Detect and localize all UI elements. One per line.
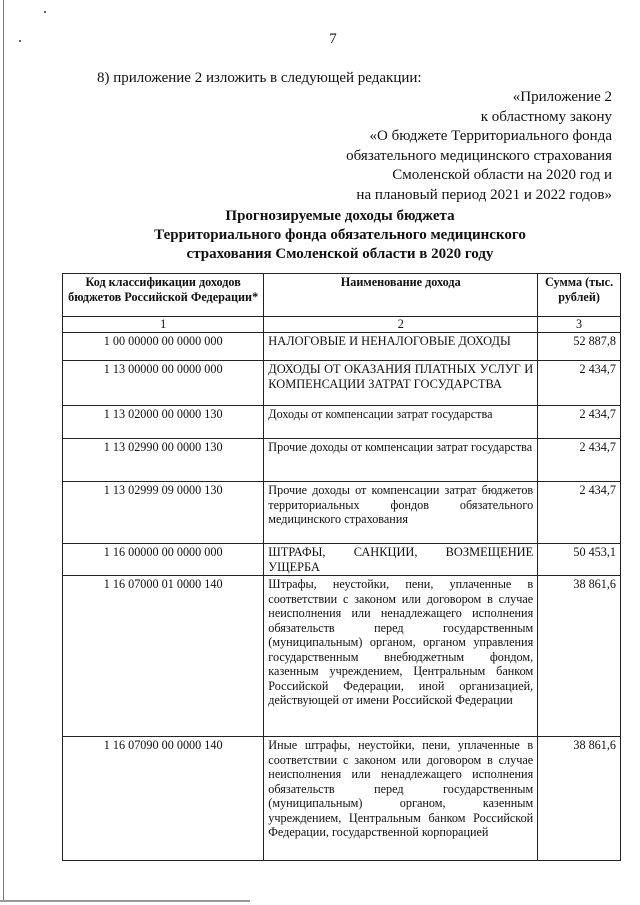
table-row — [63, 482, 621, 544]
row-code: 1 13 02000 00 0000 130 — [63, 406, 264, 439]
scan-edge-bottom — [0, 900, 250, 902]
appendix-line: на плановый период 2021 и 2022 годов» — [356, 186, 612, 203]
row-amount: 38 861,6 — [538, 737, 621, 861]
row-name: Штрафы, неустойки, пени, уплаченные в соответствии с законом или договором в случае неисполнения или ненадлежащего исполнения обязательств перед государственным (муниципальным) органом, органом управления государственным внебюджетным фондом, казенным учреждением, Центральным банком Российской Федерации, иной организацией, действующей от имени Российской Федерации — [264, 576, 538, 737]
intro-text: 8) приложение 2 изложить в следующей редакции: — [97, 70, 422, 86]
appendix-line: «О бюджете Территориального фонда — [369, 128, 612, 145]
row-name: Иные штрафы, неустойки, пени, уплаченные в соответствии с законом или договором в случае неисполнения или ненадлежащего исполнения обязательств перед государственным (муниципальным) органом, казенным учреждением, Центральным банком Российской Федерации, государственной корпорацией — [264, 737, 538, 861]
row-amount: 2 434,7 — [538, 482, 621, 544]
column-number-row — [63, 317, 621, 333]
title-line: страхования Смоленской области в 2020 году — [186, 246, 494, 262]
scan-speck — [44, 11, 46, 13]
row-code: 1 16 00000 00 0000 000 — [63, 544, 264, 576]
income-table — [62, 273, 621, 861]
row-name: Доходы от компенсации затрат государства — [264, 406, 538, 439]
column-number: 2 — [264, 317, 538, 333]
header-code: Код классификации доходов бюджетов Российской Федерации* — [63, 274, 264, 317]
row-name: ДОХОДЫ ОТ ОКАЗАНИЯ ПЛАТНЫХ УСЛУГ И КОМПЕНСАЦИИ ЗАТРАТ ГОСУДАРСТВА — [264, 361, 538, 406]
row-code: 1 13 02990 00 0000 130 — [63, 439, 264, 482]
title-line: Территориального фонда обязательного медицинского — [154, 227, 526, 243]
appendix-line: «Приложение 2 — [512, 89, 612, 105]
row-name: Прочие доходы от компенсации затрат государства — [264, 439, 538, 482]
page-number: 7 — [329, 31, 337, 47]
row-amount: 52 887,8 — [538, 333, 621, 361]
row-code: 1 00 00000 00 0000 000 — [63, 333, 264, 361]
scan-edge-left — [3, 0, 4, 900]
row-amount: 2 434,7 — [538, 406, 621, 439]
column-number: 1 — [63, 317, 264, 333]
appendix-line: Смоленской области на 2020 год и — [392, 167, 612, 184]
table-row — [63, 406, 621, 439]
row-code: 1 16 07000 01 0000 140 — [63, 576, 264, 737]
title-line: Прогнозируемые доходы бюджета — [225, 208, 455, 224]
table-row — [63, 361, 621, 406]
row-amount: 50 453,1 — [538, 544, 621, 576]
row-name: ШТРАФЫ, САНКЦИИ, ВОЗМЕЩЕНИЕ УЩЕРБА — [264, 544, 538, 576]
row-code: 1 16 07090 00 0000 140 — [63, 737, 264, 861]
table-row — [63, 544, 621, 576]
header-name: Наименование дохода — [264, 274, 538, 317]
row-code: 1 13 00000 00 0000 000 — [63, 361, 264, 406]
row-name: Прочие доходы от компенсации затрат бюджетов территориальных фондов обязательного медицинского страхования — [264, 482, 538, 544]
row-amount: 2 434,7 — [538, 361, 621, 406]
table-header-row — [63, 274, 621, 317]
table-row — [63, 439, 621, 482]
header-amount: Сумма (тыс. рублей) — [538, 274, 621, 317]
table-row — [63, 737, 621, 861]
table-row — [63, 333, 621, 361]
row-amount: 2 434,7 — [538, 439, 621, 482]
appendix-line: к областному закону — [480, 108, 612, 125]
row-amount: 38 861,6 — [538, 576, 621, 737]
appendix-line: обязательного медицинского страхования — [346, 147, 612, 164]
row-code: 1 13 02999 09 0000 130 — [63, 482, 264, 544]
appendix-reference — [346, 88, 612, 206]
table-row — [63, 576, 621, 737]
document-title — [40, 207, 640, 264]
column-number: 3 — [538, 317, 621, 333]
row-name: НАЛОГОВЫЕ И НЕНАЛОГОВЫЕ ДОХОДЫ — [264, 333, 538, 361]
